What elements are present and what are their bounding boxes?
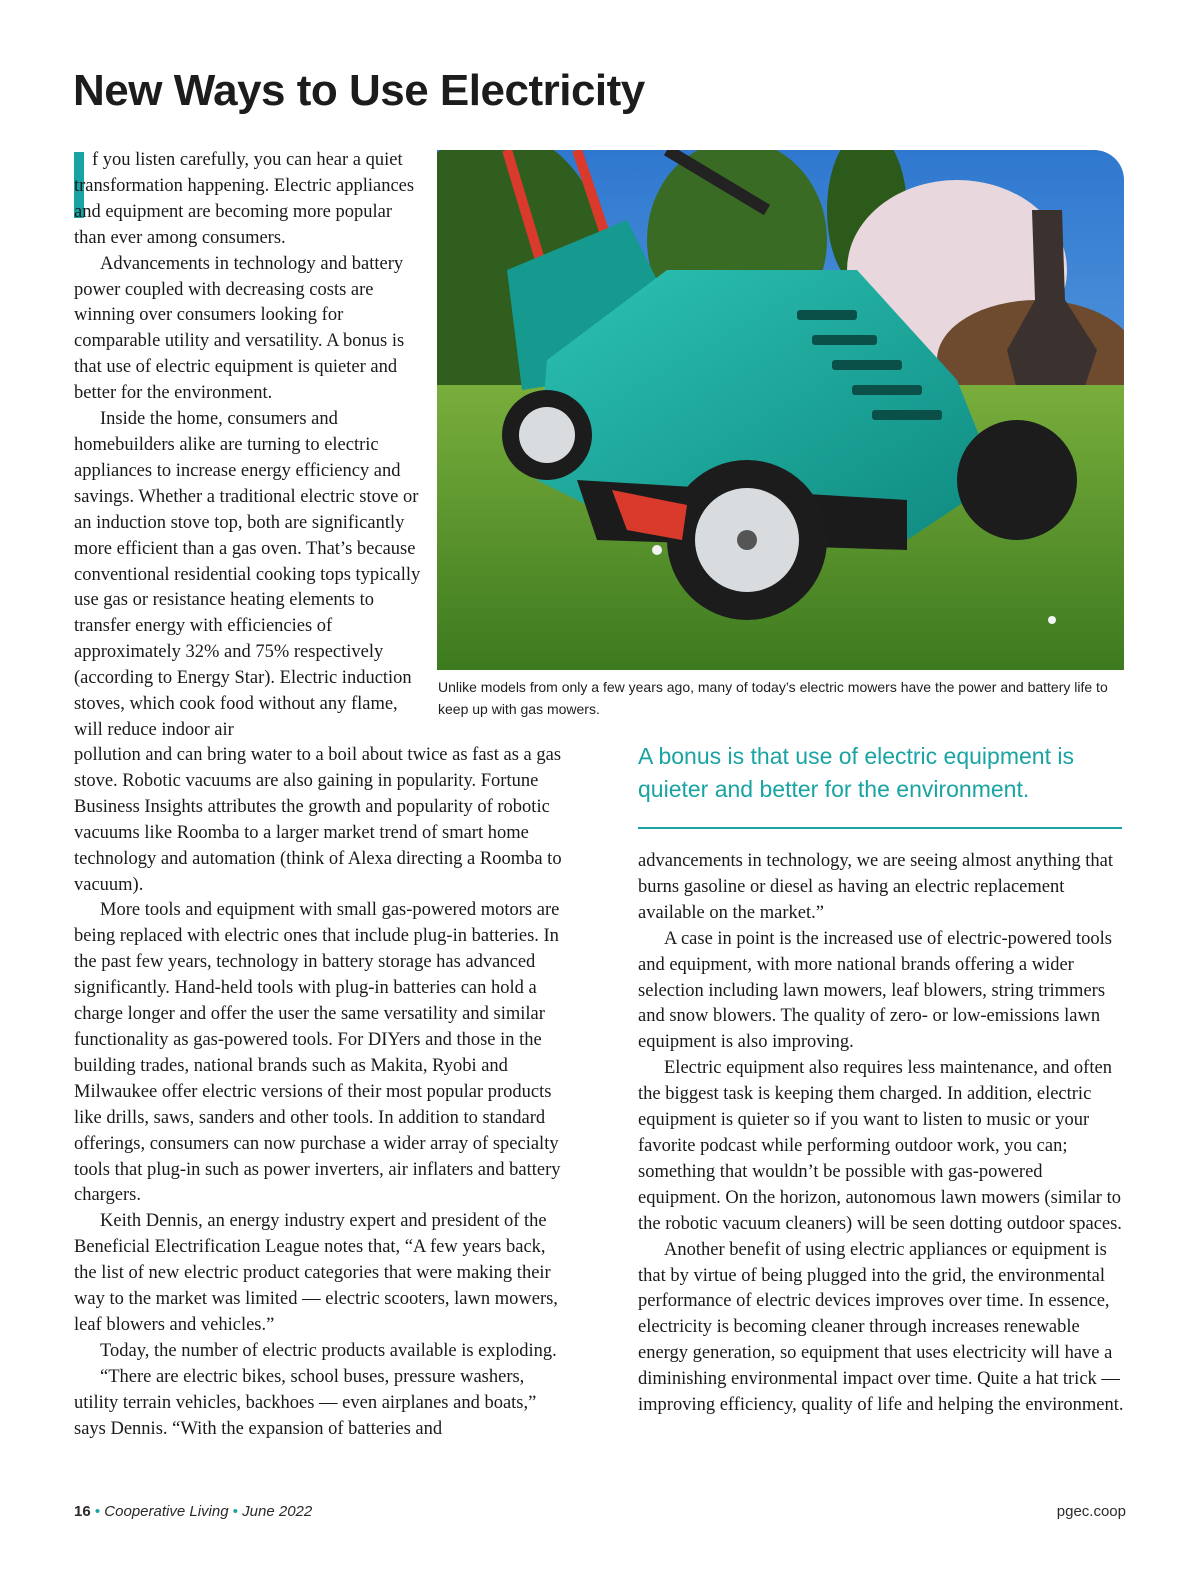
paragraph: advancements in technology, we are seeing almost anything that burns gasoline or diesel as having an electric replacement available on the market.” xyxy=(638,851,1114,923)
photo-caption: Unlike models from only a few years ago, many of today’s electric mowers have the power and battery life to keep up with gas mowers. xyxy=(438,679,1108,717)
paragraph: “There are electric bikes, school buses, pressure washers, utility terrain vehicles, backhoes — even airplanes and boats,” says Dennis. “With the expansion of batteries and xyxy=(74,1366,537,1439)
publication-name: Cooperative Living xyxy=(104,1503,229,1520)
column-left-top xyxy=(74,148,424,744)
separator-dot: • xyxy=(94,1503,101,1520)
paragraph: Keith Dennis, an energy industry expert and president of the Beneficial Electrification League notes that, “A few years back, the list of new electric product categories that were making their way to the market was limited — electric scooters, lawn mowers, leaf blowers and vehicles.” xyxy=(74,1211,558,1335)
footer-publication xyxy=(74,1503,312,1520)
paragraph: Electric equipment also requires less maintenance, and often the biggest task is keeping them charged. In addition, electric equipment is quieter so if you want to listen to music or your favorite podcast while performing outdoor work, you can; something that wouldn’t be possible with gas-powered equipment. On the horizon, autonomous lawn mowers (similar to the robotic vacuum cleaners) will be seen dotting outdoor spaces. xyxy=(638,1058,1122,1234)
page-number: 16 xyxy=(74,1503,91,1520)
paragraph: Another benefit of using electric appliances or equipment is that by virtue of being plugged into the grid, the environmental performance of electric devices improves over time. In essence, electricity is becoming cleaner through increases renewable energy generation, so equipment that uses electricity will have a diminishing environmental impact over time. Quite a hat trick — improving efficiency, quality of life and helping the environment. xyxy=(638,1239,1124,1416)
footer-website[interactable]: pgec.coop xyxy=(1056,1503,1126,1520)
pull-quote: A bonus is that use of electric equipment is quieter and better for the environment. xyxy=(638,743,1074,802)
paragraph: Advancements in technology and battery power coupled with decreasing costs are winning over consumers looking for comparable utility and versatility. A bonus is that use of electric equipment is quieter and better for the environment. xyxy=(74,253,405,404)
column-right xyxy=(638,849,1128,1419)
lawn-mower-photo xyxy=(437,150,1124,670)
paragraph: More tools and equipment with small gas-powered motors are being replaced with electric ones that include plug-in batteries. In the past few years, technology in battery storage has advanced significantly. Hand-held tools with plug-in batteries can hold a charge longer and offer the user the same versatility and similar functionality as gas-powered tools. For DIYers and those in the building trades, national brands such as Makita, Ryobi and Milwaukee offer electric versions of their most popular products like drills, saws, sanders and other tools. In addition to standard offerings, consumers can now purchase a wider array of specialty tools that plug-in such as power inverters, air inflaters and battery chargers. xyxy=(74,900,561,1206)
issue-date: June 2022 xyxy=(242,1503,313,1520)
column-left-bottom xyxy=(74,743,564,1442)
paragraph: Today, the number of electric products available is exploding. xyxy=(100,1340,557,1361)
article-title: New Ways to Use Electricity xyxy=(73,66,645,115)
paragraph: f you listen carefully, you can hear a quiet transformation happening. Electric appliances and equipment are becoming more popular than ever among consumers. xyxy=(74,150,415,248)
pull-quote-divider xyxy=(638,827,1122,829)
paragraph: pollution and can bring water to a boil about twice as fast as a gas stove. Robotic vacuums are also gaining in popularity. Fortune Business Insights attributes the growth and popularity of robotic vacuums like Roomba to a larger market trend of smart home technology and automation (think of Alexa directing a Roomba to vacuum). xyxy=(74,745,562,895)
separator-dot: • xyxy=(232,1503,238,1520)
paragraph: A case in point is the increased use of electric-powered tools and equipment, with more national brands offering a wider selection including lawn mowers, leaf blowers, string trimmers and snow blowers. The quality of zero- or low-emissions lawn equipment is also improving. xyxy=(638,928,1112,1053)
paragraph: Inside the home, consumers and homebuilders alike are turning to electric appliances to increase energy efficiency and savings. Whether a traditional electric stove or an induction stove top, both are significantly more efficient than a gas oven. That’s because conventional residential cooking tops typically use gas or resistance heating elements to transfer energy with efficiencies of approximately 32% and 75% respectively (according to Energy Star). Electric induction stoves, which cook food without any flame, will reduce indoor air xyxy=(74,409,421,740)
